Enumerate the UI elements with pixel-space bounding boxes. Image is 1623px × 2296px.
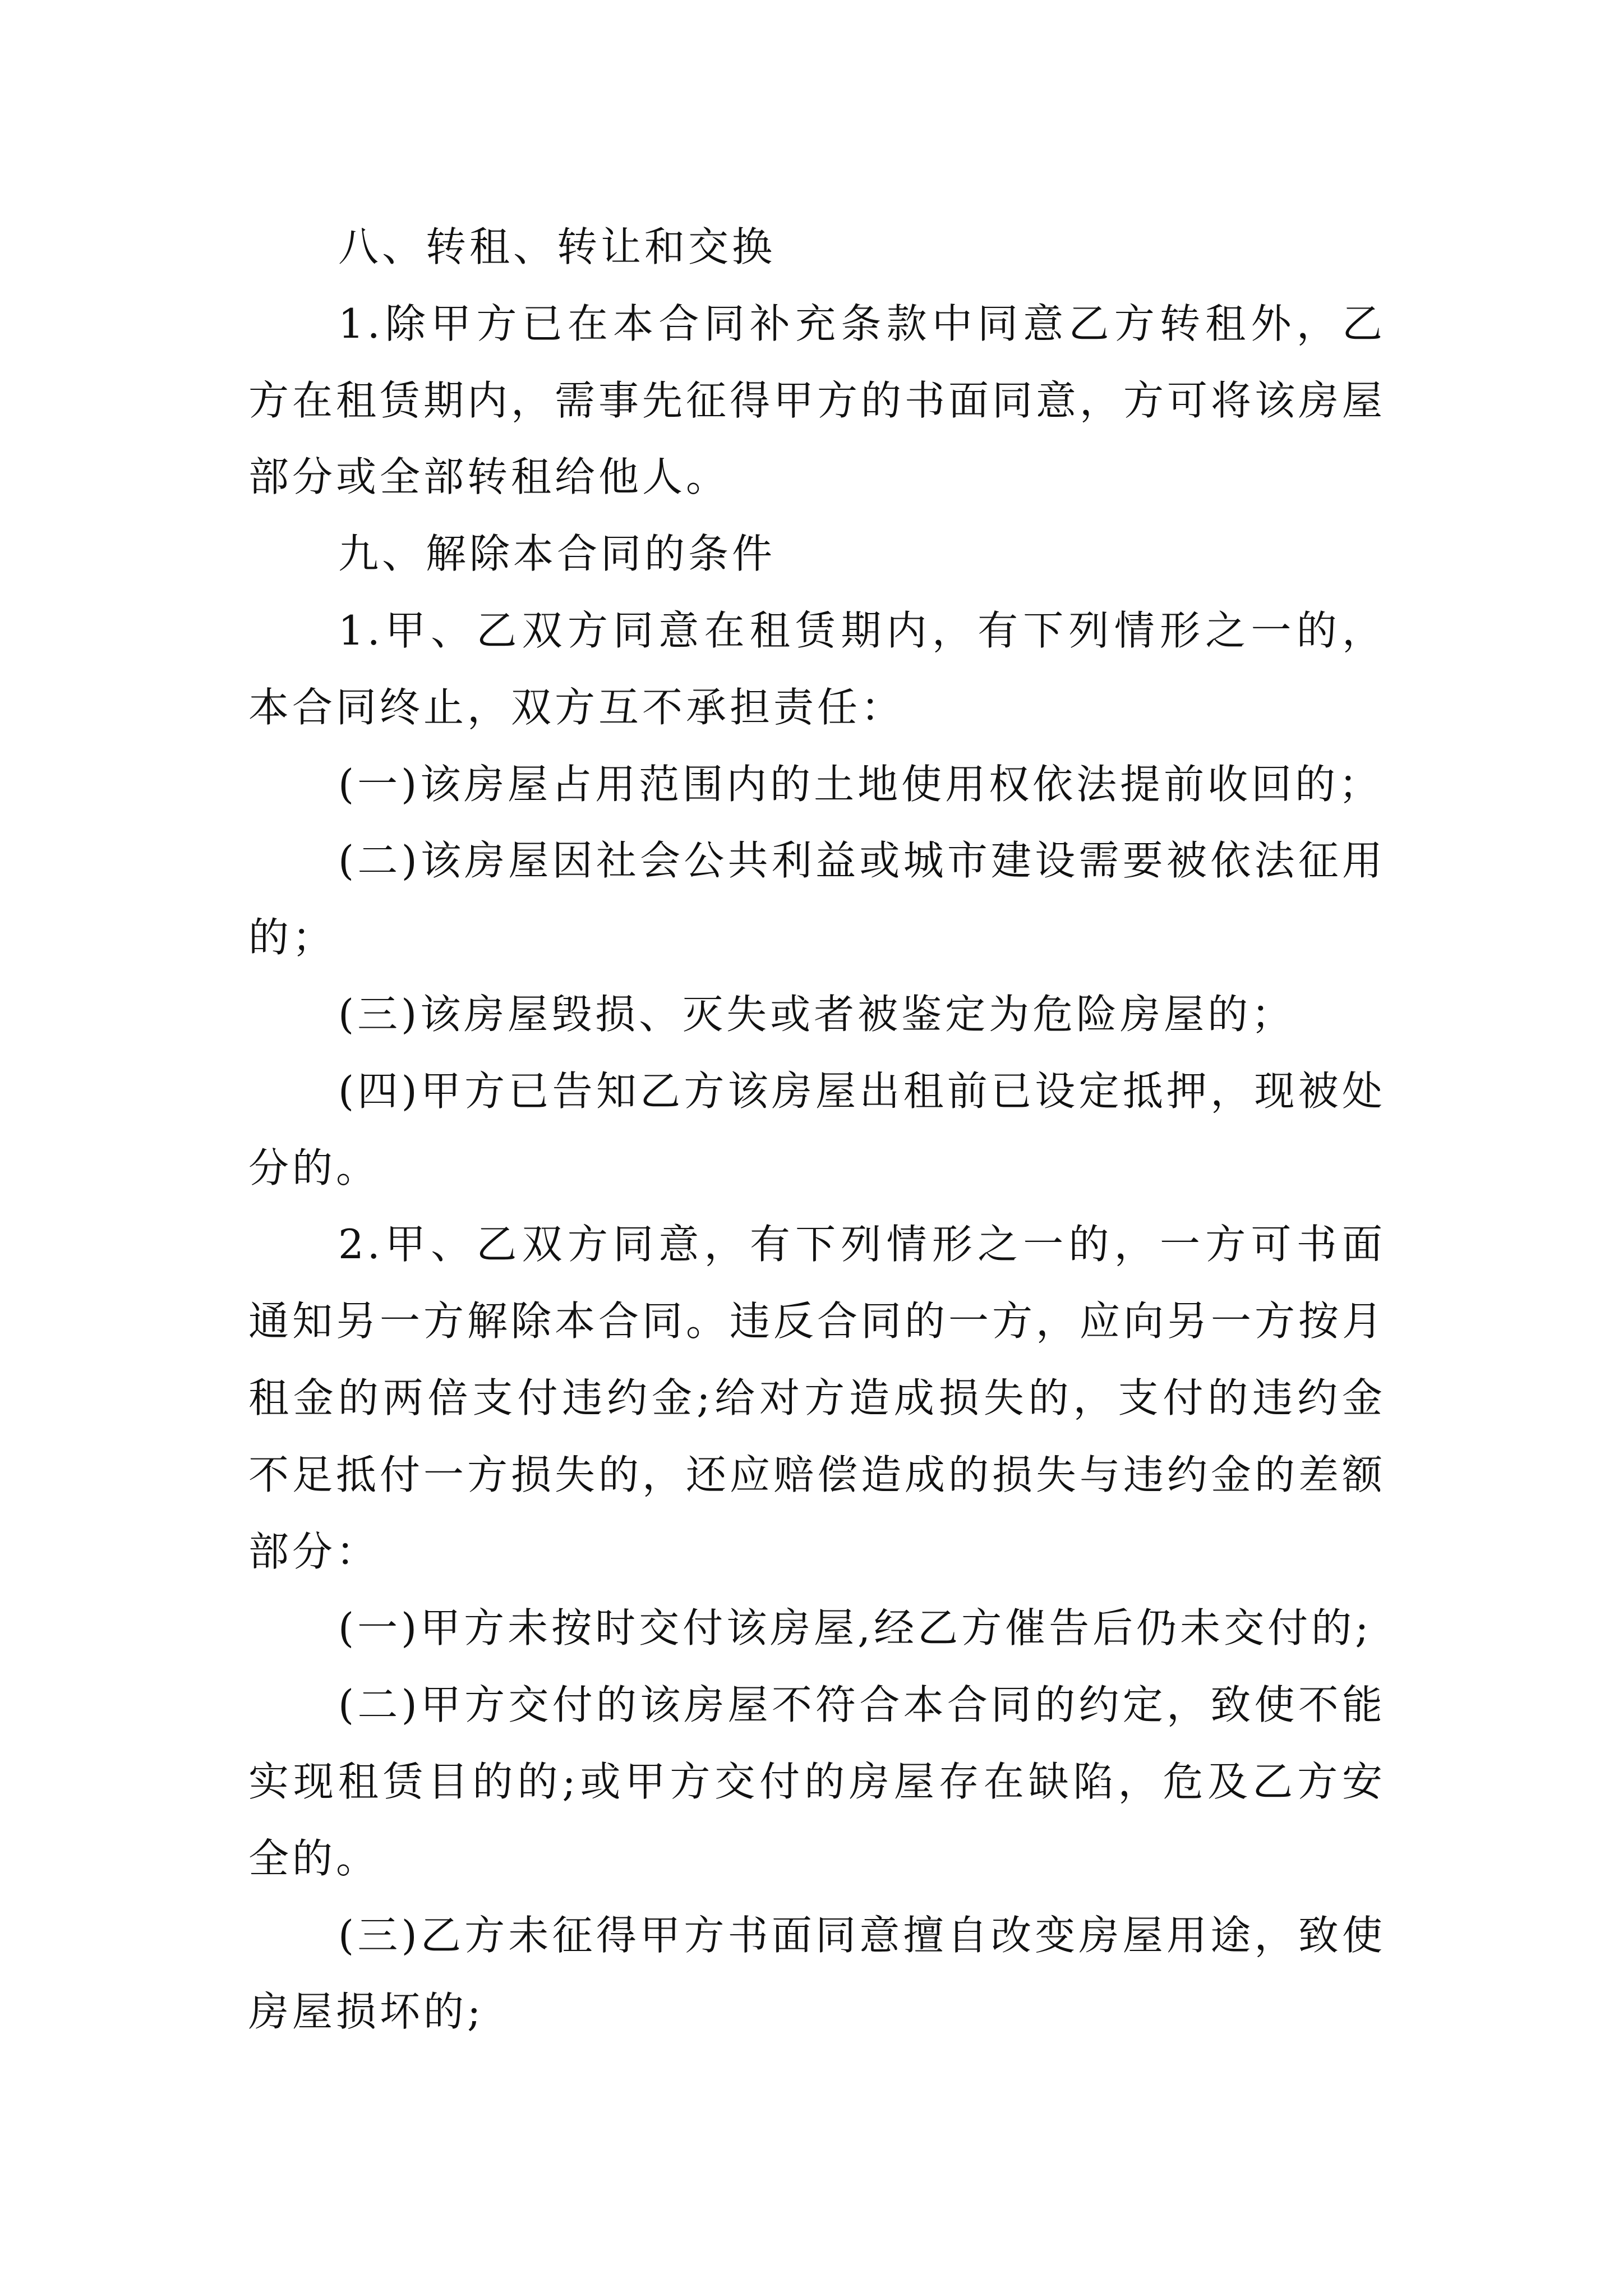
clause-item: (三)该房屋毁损、灭失或者被鉴定为危险房屋的； [338,990,1295,1038]
clause-paragraph: 2.甲、乙双方同意，有下列情形之一的，一方可书面通知另一方解除本合同。违反合同的一方，应向另一方按月租金的两倍支付违约金;给对方造成损失的，支付的违约金不足抵付一方损失的，还应赔偿造成的损失与违约金的差额部分： [248,1221,1386,1575]
clause-paragraph: 1.甲、乙双方同意在租赁期内，有下列情形之一的，本合同终止，双方互不承担责任： [248,606,1386,731]
clause-item: (四)甲方已告知乙方该房屋出租前已设定抵押，现被处分的。 [248,1067,1386,1191]
clause-item: (三)乙方未征得甲方书面同意擅自改变房屋用途，致使房屋损坏的; [248,1911,1386,2036]
clause-item: (二)该房屋因社会公共利益或城市建设需要被依法征用的； [248,837,1386,961]
clause-paragraph: 1.除甲方已在本合同补充条款中同意乙方转租外，乙方在租赁期内，需事先征得甲方的书面同意，方可将该房屋部分或全部转租给他人。 [248,300,1386,501]
section-heading-sublease: 八、转租、转让和交换 [338,223,776,270]
section-heading-termination: 九、解除本合同的条件 [338,530,776,578]
document-body [248,209,1386,2050]
clause-item: (一)该房屋占用范围内的土地使用权依法提前收回的； [338,760,1383,808]
clause-item: (二)甲方交付的该房屋不符合本合同的约定，致使不能实现租赁目的的;或甲方交付的房屋存在缺陷，危及乙方安全的。 [248,1681,1386,1882]
clause-item: (一)甲方未按时交付该房屋,经乙方催告后仍未交付的; [338,1604,1372,1652]
